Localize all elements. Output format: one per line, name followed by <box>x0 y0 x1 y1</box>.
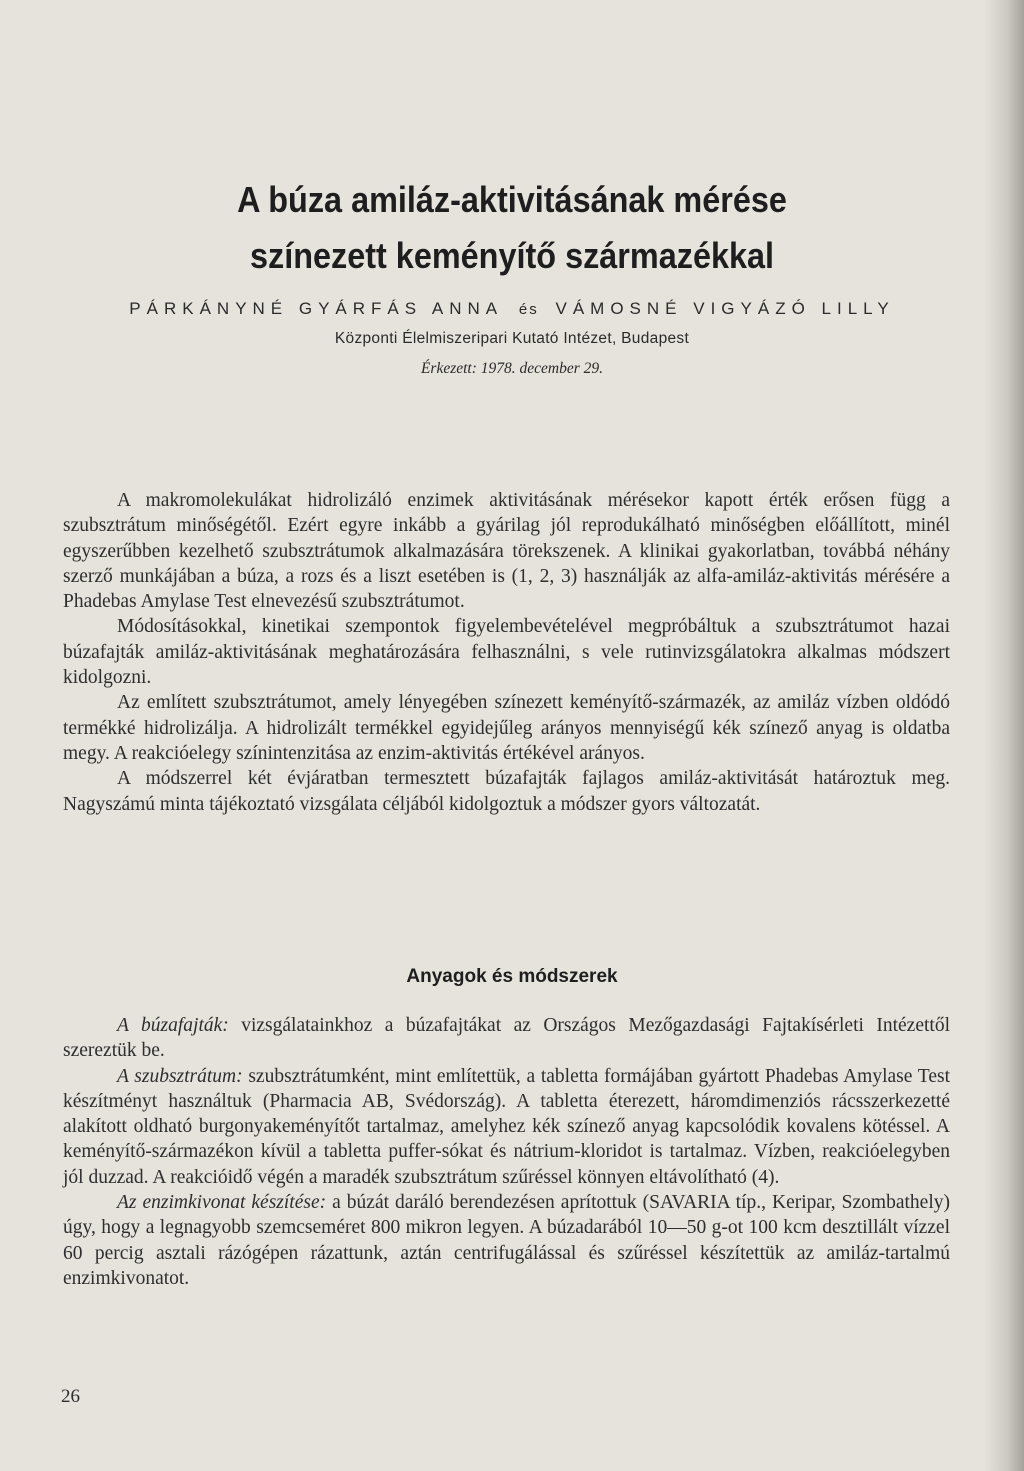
methods-lead-1: A búzafajták: <box>117 1015 229 1036</box>
title-line-1: A búza amiláz-aktivitásának mérése <box>237 179 787 220</box>
methods-text-1: vizsgálatainkhoz a búzafajtákat az Országos Mezőgazdasági Fajtakísérleti Intézettől szereztük be. <box>63 1015 950 1062</box>
intro-paragraph-4: A módszerrel két évjáratban termesztett búzafajták fajlagos amiláz-aktivitását határoztuk meg. Nagyszámú minta tájékoztató vizsgálata céljából kidolgoztuk a módszer gyors változatát. <box>63 768 950 815</box>
page-number: 26 <box>61 1386 80 1407</box>
author-conjunction: és <box>518 301 539 318</box>
methods-text-3: a búzát daráló berendezésen aprítottuk (SAVARIA típ., Keripar, Szombathely) úgy, hogy a legnagyobb szemcseméret 800 mikron legyen. A búzadarából 10—50 g-ot 100 kcm desztillált vízzel 60 percig asztali rázógépen rázattunk, aztán centrifugálással és szűréssel készítettük az amiláz-tartalmú enzimkivonatot. <box>63 1192 950 1289</box>
author-line <box>0 299 1024 319</box>
page-edge-shadow <box>984 0 1024 1471</box>
section-heading-materials-methods: Anyagok és módszerek <box>406 966 618 987</box>
institute-affiliation: Központi Élelmiszeripari Kutató Intézet, Budapest <box>334 330 690 347</box>
methods-paragraph-1 <box>63 1013 950 1064</box>
introduction <box>63 488 950 817</box>
article-title <box>51 172 973 284</box>
intro-paragraph-2: Módosításokkal, kinetikai szempontok figyelembevételével megpróbáltuk a szubsztrátumot hazai búzafajták amiláz-aktivitásának meghatározására felhasználni, s vele rutinvizsgálatokra alkalmas módszert kidolgozni. <box>63 616 950 689</box>
methods-paragraph-2 <box>63 1064 950 1190</box>
methods-lead-3: Az enzimkivonat készítése: <box>117 1192 327 1214</box>
author-1: PÁRKÁNYNÉ GYÁRFÁS ANNA <box>129 299 503 318</box>
received-date: Érkezett: 1978. december 29. <box>420 360 604 377</box>
materials-methods <box>63 1013 950 1291</box>
methods-paragraph-3 <box>63 1190 950 1291</box>
intro-paragraph-3: Az említett szubsztrátumot, amely lényegében színezett keményítő-származék, az amiláz vízben oldódó termékké hidrolizálja. A hidrolizált termékkel egyidejűleg arányos mennyiségű kék színező anyag is oldatba megy. A reakcióelegy színintenzitása az enzim-aktivitás értékével arányos. <box>63 692 950 764</box>
author-2: VÁMOSNÉ VIGYÁZÓ LILLY <box>555 299 895 318</box>
intro-paragraph-1: A makromolekulákat hidrolizáló enzimek aktivitásának mérésekor kapott érték erősen függ a szubsztrátum minőségétől. Ezért egyre inkább a gyárilag jól reprodukálható minőségben előállított, minél egyszerűbben kezelhető szubsztrátumok alkalmazására törekszenek. A klinikai gyakorlatban, továbbá néhány szerző munkájában a búza, a rozs és a liszt esetében is (1, 2, 3) használják az alfa-amiláz-aktivitás mérésére a Phadebas Amylase Test elnevezésű szubsztrátumot. <box>63 490 950 613</box>
title-line-2: színezett keményítő származékkal <box>249 235 775 276</box>
methods-lead-2: A szubsztrátum: <box>117 1065 243 1087</box>
methods-text-2: szubsztrátumként, mint említettük, a tabletta formájában gyártott Phadebas Amylase Test készítményt használtuk (Pharmacia AB, Svédország). A tabletta éterezett, háromdimenziós rácsszerkezetté alakított oldható burgonyakeményítőt tartalmaz, amelyhez kék színező anyag kapcsolódik kovalens kötéssel. A keményítő-származékon kívül a tabletta puffer-sókat és nátrium-kloridot is tartalmaz. Vízben, reakcióelegyben jól duzzad. A reakcióidő végén a maradék szubsztrátum szűréssel könnyen eltávolítható (4). <box>63 1065 950 1188</box>
